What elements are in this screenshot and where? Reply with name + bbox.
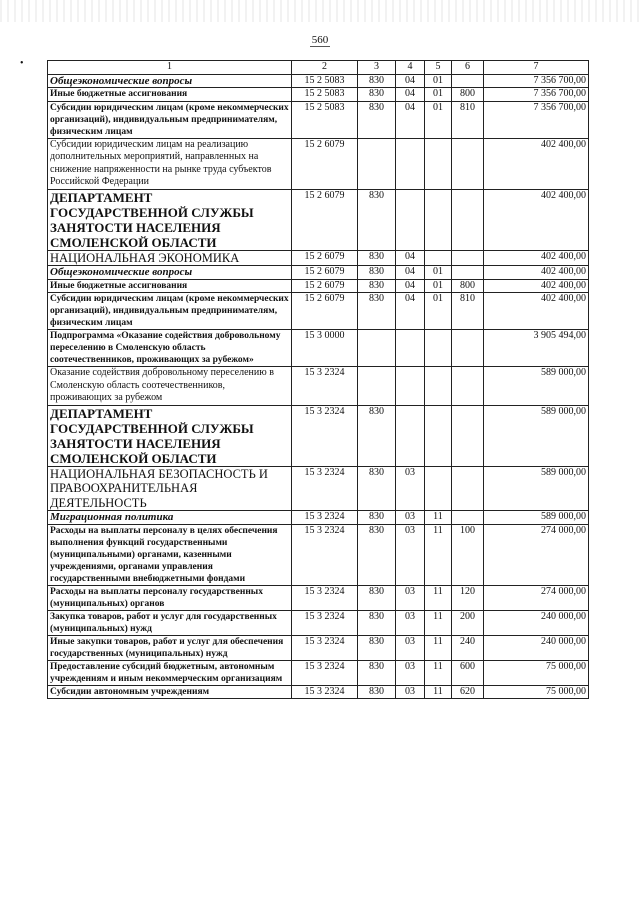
table-row — [48, 330, 589, 367]
expense-type-code: 810 — [452, 293, 484, 330]
table-row — [48, 101, 589, 138]
amount: 240 000,00 — [484, 635, 589, 660]
amount: 589 000,00 — [484, 511, 589, 525]
expense-type-code: 600 — [452, 660, 484, 685]
subsection-code: 11 — [425, 585, 452, 610]
row-description: Субсидии юридическим лицам (кроме некоммерческих организаций), индивидуальным предпринимателям, физическим лицам — [48, 101, 292, 138]
section-code: 03 — [396, 685, 425, 699]
amount: 274 000,00 — [484, 524, 589, 585]
target-article-code: 15 3 2324 — [292, 466, 358, 511]
column-number-row — [48, 61, 589, 75]
row-description: Расходы на выплаты персоналу государственных (муниципальных) органов — [48, 585, 292, 610]
subsection-code: 11 — [425, 635, 452, 660]
ministry-code: 830 — [358, 660, 396, 685]
section-code: 03 — [396, 635, 425, 660]
target-article-code: 15 3 2324 — [292, 405, 358, 466]
section-code: 04 — [396, 279, 425, 293]
section-code — [396, 189, 425, 250]
row-description: Субсидии юридическим лицам на реализацию дополнительных мероприятий, направленных на снижение напряженности на рынке труда субъектов Российской Федерации — [48, 138, 292, 189]
row-description: ДЕПАРТАМЕНТ ГОСУДАРСТВЕННОЙ СЛУЖБЫ ЗАНЯТОСТИ НАСЕЛЕНИЯ СМОЛЕНСКОЙ ОБЛАСТИ — [48, 405, 292, 466]
subsection-code: 01 — [425, 266, 452, 280]
amount: 589 000,00 — [484, 405, 589, 466]
target-article-code: 15 3 2324 — [292, 585, 358, 610]
expense-type-code — [452, 138, 484, 189]
target-article-code: 15 2 6079 — [292, 293, 358, 330]
table-row — [48, 635, 589, 660]
column-number: 7 — [484, 61, 589, 75]
ministry-code: 830 — [358, 466, 396, 511]
subsection-code — [425, 330, 452, 367]
subsection-code — [425, 138, 452, 189]
expense-type-code: 620 — [452, 685, 484, 699]
table-row — [48, 367, 589, 406]
subsection-code: 01 — [425, 88, 452, 102]
scan-noise-strip — [0, 0, 640, 22]
expense-type-code: 100 — [452, 524, 484, 585]
table-row — [48, 88, 589, 102]
target-article-code: 15 2 6079 — [292, 266, 358, 280]
section-code: 04 — [396, 250, 425, 266]
section-code: 04 — [396, 74, 425, 88]
table-row — [48, 293, 589, 330]
table-row — [48, 660, 589, 685]
section-code — [396, 330, 425, 367]
ministry-code: 830 — [358, 635, 396, 660]
target-article-code: 15 3 2324 — [292, 511, 358, 525]
ministry-code: 830 — [358, 685, 396, 699]
ministry-code: 830 — [358, 610, 396, 635]
ministry-code: 830 — [358, 88, 396, 102]
amount: 7 356 700,00 — [484, 74, 589, 88]
column-number: 6 — [452, 61, 484, 75]
ministry-code: 830 — [358, 585, 396, 610]
table-row — [48, 610, 589, 635]
expense-type-code — [452, 367, 484, 406]
ministry-code: 830 — [358, 511, 396, 525]
expense-type-code — [452, 330, 484, 367]
amount: 402 400,00 — [484, 279, 589, 293]
table-row — [48, 511, 589, 525]
subsection-code — [425, 250, 452, 266]
row-description: Миграционная политика — [48, 511, 292, 525]
column-number: 3 — [358, 61, 396, 75]
amount: 589 000,00 — [484, 367, 589, 406]
expense-type-code — [452, 511, 484, 525]
row-description: ДЕПАРТАМЕНТ ГОСУДАРСТВЕННОЙ СЛУЖБЫ ЗАНЯТОСТИ НАСЕЛЕНИЯ СМОЛЕНСКОЙ ОБЛАСТИ — [48, 189, 292, 250]
table-row — [48, 405, 589, 466]
row-description: Общеэкономические вопросы — [48, 266, 292, 280]
amount: 3 905 494,00 — [484, 330, 589, 367]
amount: 7 356 700,00 — [484, 88, 589, 102]
amount: 75 000,00 — [484, 685, 589, 699]
amount: 75 000,00 — [484, 660, 589, 685]
column-number: 4 — [396, 61, 425, 75]
amount: 402 400,00 — [484, 189, 589, 250]
target-article-code: 15 3 2324 — [292, 660, 358, 685]
subsection-code — [425, 405, 452, 466]
ministry-code: 830 — [358, 293, 396, 330]
subsection-code: 01 — [425, 101, 452, 138]
section-code — [396, 367, 425, 406]
ministry-code — [358, 330, 396, 367]
amount: 589 000,00 — [484, 466, 589, 511]
table-row — [48, 189, 589, 250]
expense-type-code: 800 — [452, 279, 484, 293]
target-article-code: 15 2 6079 — [292, 279, 358, 293]
expense-type-code: 120 — [452, 585, 484, 610]
expense-type-code — [452, 405, 484, 466]
subsection-code: 11 — [425, 685, 452, 699]
subsection-code: 11 — [425, 660, 452, 685]
target-article-code: 15 2 5083 — [292, 74, 358, 88]
target-article-code: 15 2 6079 — [292, 189, 358, 250]
expense-type-code: 200 — [452, 610, 484, 635]
table-row — [48, 266, 589, 280]
section-code: 04 — [396, 101, 425, 138]
subsection-code: 11 — [425, 524, 452, 585]
target-article-code: 15 2 5083 — [292, 101, 358, 138]
subsection-code: 11 — [425, 610, 452, 635]
ministry-code: 830 — [358, 405, 396, 466]
section-code — [396, 405, 425, 466]
ministry-code: 830 — [358, 101, 396, 138]
expense-type-code — [452, 250, 484, 266]
ministry-code: 830 — [358, 279, 396, 293]
expense-type-code — [452, 266, 484, 280]
table-row — [48, 685, 589, 699]
table-row — [48, 585, 589, 610]
ministry-code: 830 — [358, 74, 396, 88]
row-description: Субсидии автономным учреждениям — [48, 685, 292, 699]
row-description: Закупка товаров, работ и услуг для государственных (муниципальных) нужд — [48, 610, 292, 635]
target-article-code: 15 3 2324 — [292, 610, 358, 635]
amount: 402 400,00 — [484, 266, 589, 280]
table-row — [48, 524, 589, 585]
subsection-code — [425, 189, 452, 250]
section-code: 03 — [396, 660, 425, 685]
subsection-code: 01 — [425, 279, 452, 293]
section-code — [396, 138, 425, 189]
target-article-code: 15 3 2324 — [292, 635, 358, 660]
row-description: Иные бюджетные ассигнования — [48, 88, 292, 102]
amount: 402 400,00 — [484, 250, 589, 266]
subsection-code — [425, 466, 452, 511]
target-article-code: 15 3 2324 — [292, 685, 358, 699]
target-article-code: 15 3 2324 — [292, 524, 358, 585]
budget-table — [47, 60, 589, 699]
target-article-code: 15 2 6079 — [292, 250, 358, 266]
expense-type-code: 800 — [452, 88, 484, 102]
row-description: Иные бюджетные ассигнования — [48, 279, 292, 293]
ministry-code: 830 — [358, 250, 396, 266]
target-article-code: 15 2 5083 — [292, 88, 358, 102]
subsection-code: 01 — [425, 293, 452, 330]
column-number: 5 — [425, 61, 452, 75]
table-row — [48, 138, 589, 189]
amount: 274 000,00 — [484, 585, 589, 610]
section-code: 03 — [396, 524, 425, 585]
row-description: Иные закупки товаров, работ и услуг для обеспечения государственных (муниципальных) нужд — [48, 635, 292, 660]
section-code: 04 — [396, 293, 425, 330]
amount: 240 000,00 — [484, 610, 589, 635]
ministry-code: 830 — [358, 524, 396, 585]
table-row — [48, 279, 589, 293]
expense-type-code — [452, 466, 484, 511]
table-row — [48, 466, 589, 511]
target-article-code: 15 3 0000 — [292, 330, 358, 367]
row-description: НАЦИОНАЛЬНАЯ БЕЗОПАСНОСТЬ И ПРАВООХРАНИТЕЛЬНАЯ ДЕЯТЕЛЬНОСТЬ — [48, 466, 292, 511]
row-description: Общеэкономические вопросы — [48, 74, 292, 88]
row-description: Предоставление субсидий бюджетным, автономным учреждениям и иным некоммерческим организациям — [48, 660, 292, 685]
page-number: 560 — [311, 34, 329, 46]
expense-type-code — [452, 74, 484, 88]
subsection-code: 11 — [425, 511, 452, 525]
section-code: 03 — [396, 511, 425, 525]
section-code: 04 — [396, 88, 425, 102]
amount: 7 356 700,00 — [484, 101, 589, 138]
table-row — [48, 74, 589, 88]
subsection-code — [425, 367, 452, 406]
row-description: Оказание содействия добровольному переселению в Смоленскую область соотечественников, проживающих за рубежом — [48, 367, 292, 406]
ministry-code — [358, 138, 396, 189]
section-code: 03 — [396, 610, 425, 635]
column-number: 2 — [292, 61, 358, 75]
section-code: 04 — [396, 266, 425, 280]
expense-type-code: 810 — [452, 101, 484, 138]
target-article-code: 15 2 6079 — [292, 138, 358, 189]
amount: 402 400,00 — [484, 138, 589, 189]
row-description: НАЦИОНАЛЬНАЯ ЭКОНОМИКА — [48, 250, 292, 266]
subsection-code: 01 — [425, 74, 452, 88]
amount: 402 400,00 — [484, 293, 589, 330]
target-article-code: 15 3 2324 — [292, 367, 358, 406]
section-code: 03 — [396, 466, 425, 511]
ministry-code: 830 — [358, 266, 396, 280]
expense-type-code: 240 — [452, 635, 484, 660]
row-description: Субсидии юридическим лицам (кроме некоммерческих организаций), индивидуальным предпринимателям, физическим лицам — [48, 293, 292, 330]
column-number: 1 — [48, 61, 292, 75]
expense-type-code — [452, 189, 484, 250]
section-code: 03 — [396, 585, 425, 610]
ministry-code: 830 — [358, 189, 396, 250]
margin-mark: • — [20, 58, 24, 69]
table-row — [48, 250, 589, 266]
row-description: Расходы на выплаты персоналу в целях обеспечения выполнения функций государственными (муниципальными) органами, казенными учреждениями, органами управления государственными внебюджетными фондами — [48, 524, 292, 585]
row-description: Подпрограмма «Оказание содействия добровольному переселению в Смоленскую область соотечественников, проживающих за рубежом» — [48, 330, 292, 367]
ministry-code — [358, 367, 396, 406]
